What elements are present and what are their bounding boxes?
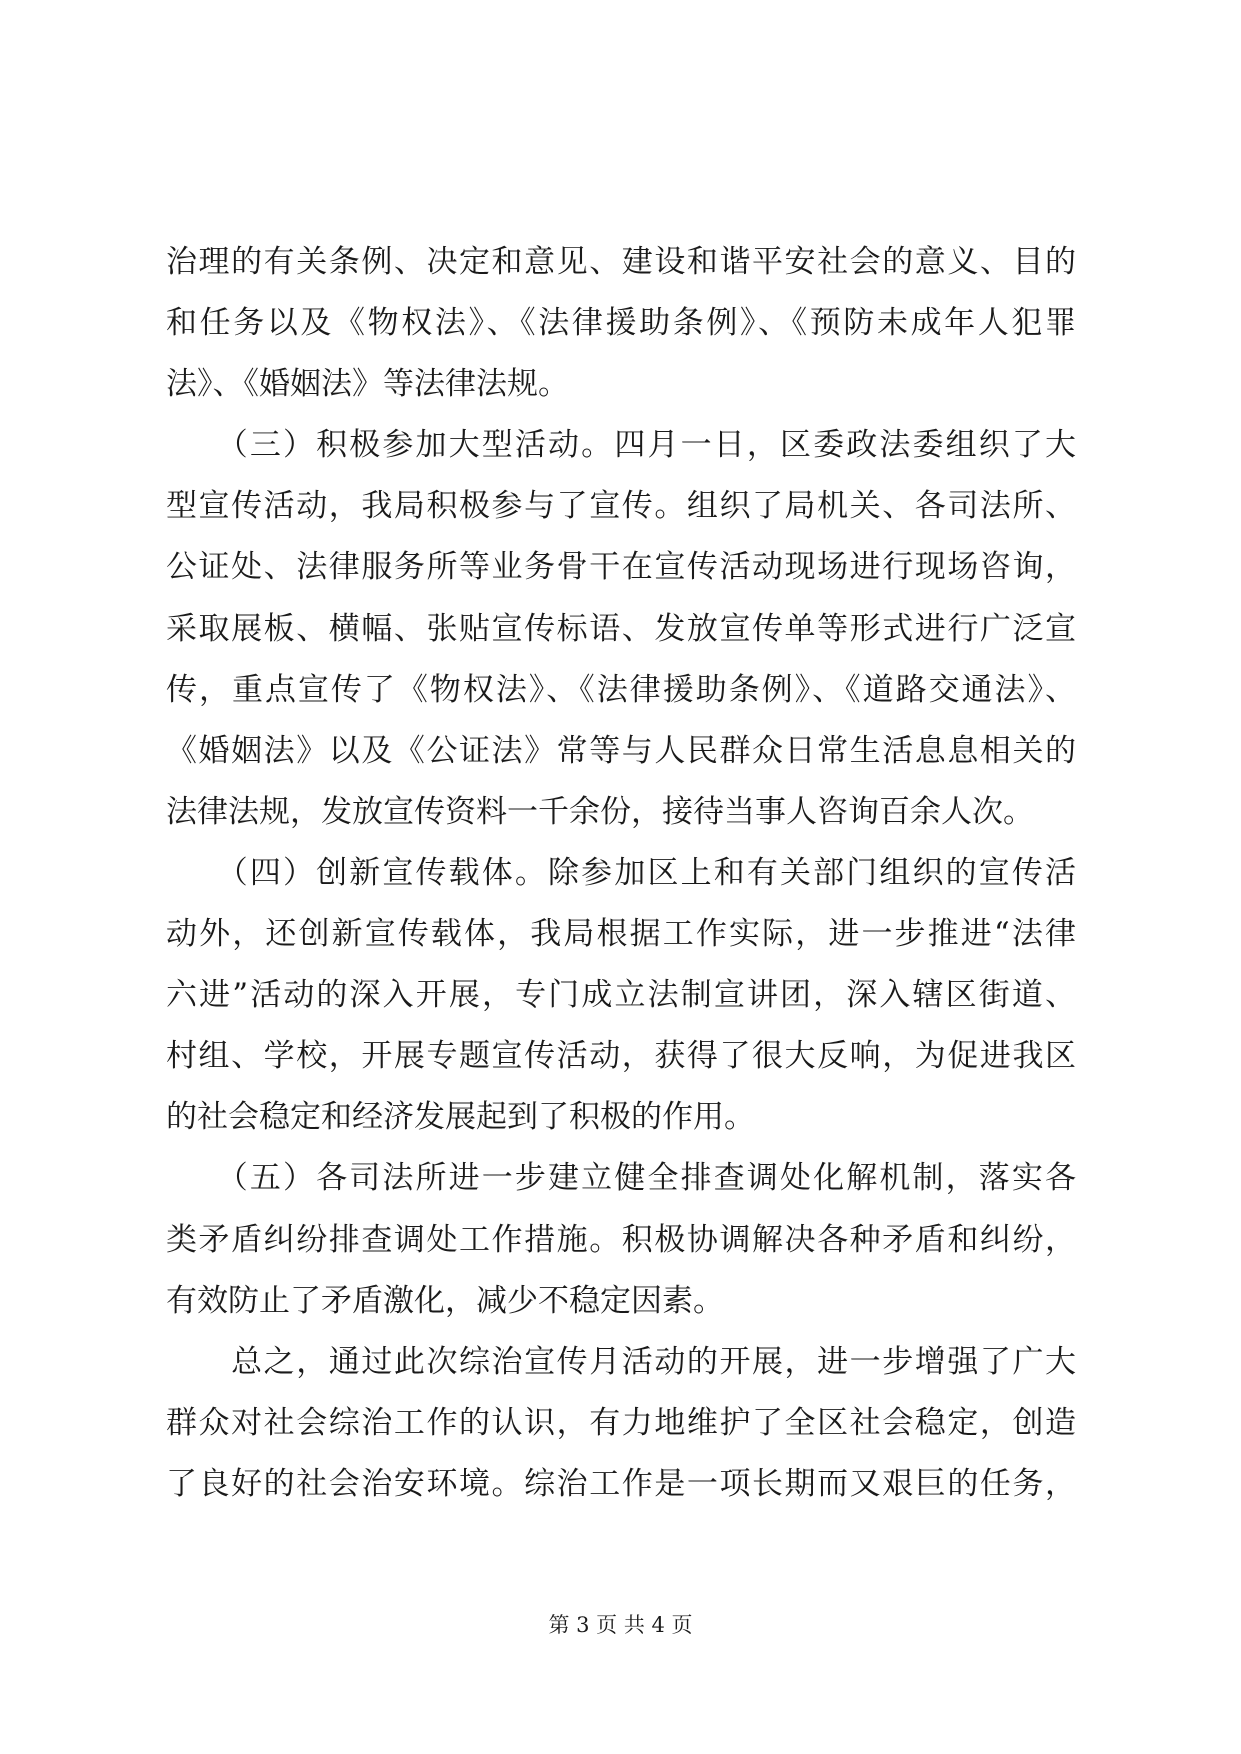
text-line: 型宣传活动，我局积极参与了宣传。组织了局机关、各司法所、 bbox=[166, 488, 1076, 525]
text-line: 采取展板、横幅、张贴宣传标语、发放宣传单等形式进行广泛宣 bbox=[166, 610, 1076, 647]
text-line: 了良好的社会治安环境。综治工作是一项长期而又艰巨的任务， bbox=[166, 1465, 1076, 1502]
text-line: 公证处、法律服务所等业务骨干在宣传活动现场进行现场咨询， bbox=[166, 549, 1076, 586]
text-line: 总之，通过此次综治宣传月活动的开展，进一步增强了广大 bbox=[166, 1343, 1076, 1380]
text-line: 的社会稳定和经济发展起到了积极的作用。 bbox=[166, 1099, 755, 1136]
body-text bbox=[166, 232, 1076, 1515]
text-line: 动外，还创新宣传载体，我局根据工作实际，进一步推进“法律 bbox=[166, 916, 1076, 953]
page-footer: 第 3 页 共 4 页 bbox=[548, 1613, 693, 1637]
text-line: 有效防止了矛盾激化，减少不稳定因素。 bbox=[166, 1282, 724, 1319]
text-line: （四）创新宣传载体。除参加区上和有关部门组织的宣传活 bbox=[166, 854, 1076, 891]
text-line: 治理的有关条例、决定和意见、建设和谐平安社会的意义、目的 bbox=[166, 244, 1076, 280]
text-line: 法》、《婚姻法》等法律法规。 bbox=[166, 366, 569, 403]
text-line: 《婚姻法》以及《公证法》常等与人民群众日常生活息息相关的 bbox=[166, 732, 1076, 769]
text-line: 传，重点宣传了《物权法》、《法律援助条例》、《道路交通法》、 bbox=[166, 671, 1076, 708]
text-line: 法律法规，发放宣传资料一千余份，接待当事人咨询百余人次。 bbox=[166, 793, 1034, 830]
text-line: 六进”活动的深入开展，专门成立法制宣讲团，深入辖区街道、 bbox=[166, 977, 1076, 1014]
text-line: （五）各司法所进一步建立健全排查调处化解机制，落实各 bbox=[166, 1160, 1076, 1197]
text-line: 和任务以及《物权法》、《法律援助条例》、《预防未成年人犯罪 bbox=[166, 305, 1076, 342]
text-line: 村组、学校，开展专题宣传活动，获得了很大反响，为促进我区 bbox=[166, 1038, 1076, 1075]
text-line: 类矛盾纠纷排查调处工作措施。积极协调解决各种矛盾和纠纷， bbox=[166, 1221, 1076, 1258]
text-line: 群众对社会综治工作的认识，有力地维护了全区社会稳定，创造 bbox=[166, 1404, 1076, 1441]
text-line: （三）积极参加大型活动。四月一日，区委政法委组织了大 bbox=[166, 427, 1076, 464]
